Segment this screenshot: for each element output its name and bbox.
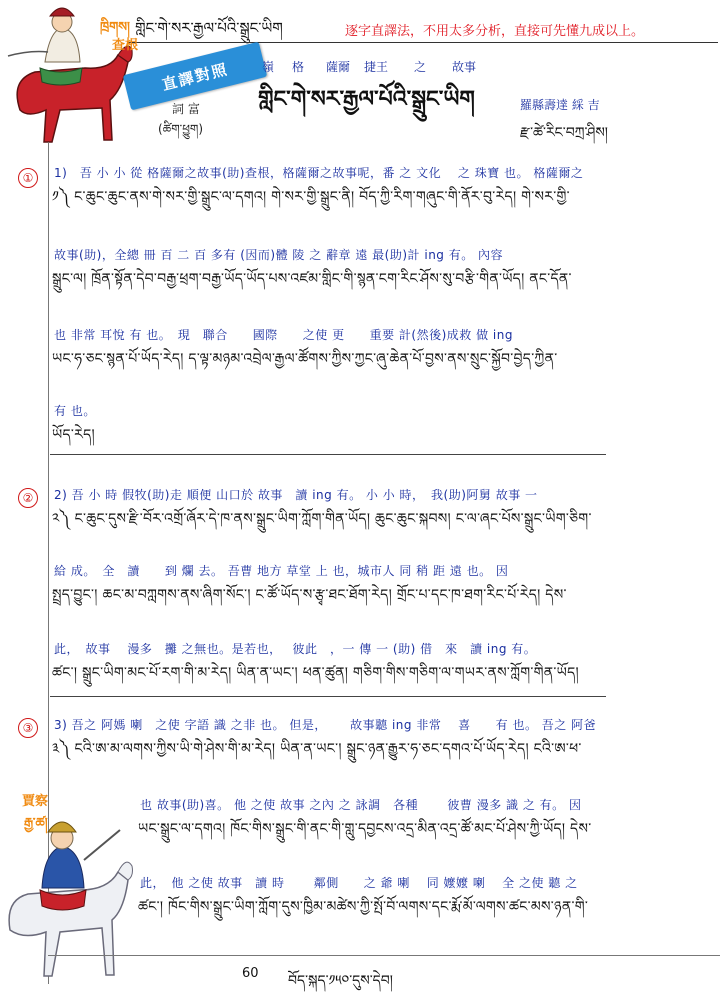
- section-3-gloss-line: 此， 他 之使 故事 讀 時 鄰側 之 爺 喇 同 嬤嬤 喇 全 之使 聽 之: [140, 876, 578, 890]
- footer-divider: [48, 955, 720, 956]
- section-2-number: ②: [18, 488, 38, 508]
- section-2-tibetan-line: ཚང་། སྒྲུང་ཡིག་མང་པོ་རག་གི་མ་རེད། ཡིན་ན་ཡང་། ཕན་ཚུན། གཅིག་གིས་གཅིག་ལ་གཡར་ནས་ཀློག་གིན་ཡོད།: [52, 665, 579, 681]
- footer-publication-name: བོད་སྐད་༡༥༠་དུས་དེབ།: [288, 973, 393, 989]
- title-gloss-1: 嶺: [262, 60, 275, 74]
- author-chinese: 羅縣壽達 綵 吉: [520, 98, 600, 112]
- section-2-gloss-line: 給 成。 全 讀 到 爛 去。 吾曹 地方 草堂 上 也，城市人 同 稍 距 遠 也。 因: [54, 564, 509, 578]
- glossary-label-tibetan: (ཚིག་ཕྱུག): [158, 122, 204, 136]
- direct-translation-banner: 直譯對照: [123, 42, 268, 111]
- glossary-label-chinese: 詞 富: [172, 102, 200, 116]
- header-note: 逐字直譯法，不用太多分析，直接可先懂九成以上。: [345, 24, 645, 39]
- section-3-tibetan-line: ༣༽ ངའི་ཨ་མ་ལགས་ཀྱིས་ཡི་གེ་ཤེས་གི་མ་རེད། ཡིན་ན་ཡང་། སྒྲུང་ཉན་རྒྱུར་ཧ་ཅང་དགའ་པོ་ཡོད་རེད། ངའི་ཨ་ཕ་: [52, 741, 582, 757]
- top-figure-label-chinese: 查根: [112, 38, 139, 53]
- header-tibetan-title: གླིང་གེ་སར་རྒྱལ་པོའི་སྒྲུང་ཡིག: [135, 19, 283, 37]
- section-1-gloss-line: 有 也。: [54, 404, 96, 418]
- section-1-gloss-line: 1) 吾 小 小 從 格薩爾之故事(助)查根，格薩爾之故事呢，番 之 文化 之 珠寶 也。 格薩爾之: [54, 166, 584, 180]
- section-3-gloss-line: 3) 吾之 阿媽 喇 之使 字語 識 之非 也。 但是， 故事聽 ing 非常 喜 有 也。 吾之 阿爸: [54, 718, 597, 732]
- section-1-gloss-line: 故事(助)，全總 冊 百 二 百 多有 (因而)體 陵 之 辭章 遠 最(助)計 ing 有。 內容: [54, 248, 504, 262]
- section-3-tibetan-line: ཡང་སྒྲུང་ལ་དགའ། ཁོང་གིས་སྒྲུང་གི་ནང་གི་གླུ་དབྱངས་འདྲ་མིན་འདྲ་ཚོ་མང་པོ་ཤེས་ཀྱི་ཡོད། དེས་: [138, 821, 592, 837]
- author-tibetan: རྫ་ཚེ་རིང་བཀྲ་ཤིས།: [520, 125, 608, 141]
- section-3-gloss-line: 也 故事(助)喜。 他 之使 故事 之內 之 詠調 各種 彼曹 漫多 識 之 有。 因: [140, 798, 582, 812]
- section-1-tibetan-line: སྒྲུང་ལ། ཁྲོན་སྟོན་དེབ་བརྒྱ་ཕྲག་བརྒྱ་ཡོད་ཡོད་པས་འཛམ་གླིང་གི་སྙན་ངག་རིང་ཤོས་སུ་བརྩི་གིན་ཡོད། ནང་དོན་: [52, 271, 572, 287]
- bottom-rider-illustration: [0, 790, 135, 980]
- title-gloss-5: 之: [414, 60, 427, 74]
- section-2-gloss-line: 此， 故事 漫多 攤 之無也。是若也， 彼此 ，一 傳 一 (助) 借 來 讀 ing 有。: [54, 642, 537, 656]
- section-separator: [50, 454, 606, 455]
- section-1-tibetan-line: ཡང་ཧ་ཅང་སྙན་པོ་ཡོད་རེད། ད་ལྟ་མཉམ་འབྲེལ་རྒྱལ་ཚོགས་ཀྱིས་ཀྱང་ཞུ་ཆེན་པོ་བྱས་ནས་སྲུང་སྐྱོབ་བྱེད་ཀྱིན་: [52, 351, 558, 367]
- bottom-figure-label-chinese: 賈察: [22, 794, 49, 809]
- header-divider: [128, 42, 718, 43]
- section-1-tibetan-line: ཡོད་རེད།: [52, 427, 95, 443]
- section-3-tibetan-line: ཚང་། ཁོང་གིས་སྒྲུང་ཡིག་ཀློག་དུས་ཁྱིམ་མཚེས་ཀྱི་སྤོ་བོ་ལགས་དང་རྨོ་མོ་ལགས་ཚང་མས་ཉན་གི་: [138, 899, 589, 915]
- title-gloss-6: 故事: [452, 60, 477, 74]
- top-figure-label-tibetan: ཁྲིགས།: [100, 20, 130, 35]
- title-gloss-4: 捷王: [364, 60, 389, 74]
- title-gloss-2: 格: [292, 60, 305, 74]
- section-2-tibetan-line: སྤྲད་བྱུང་། ཆང་མ་བཀླགས་ནས་ཞིག་སོང་། ང་ཚོ་ཡོད་ས་རྩྭ་ཐང་ཐོག་རེད། གྲོང་པ་དང་ཁ་ཐག་རིང་པོ་རེད། དེས་: [52, 587, 567, 603]
- section-1-gloss-line: 也 非常 耳悅 有 也。 現 聯合 國際 之使 更 重要 計(然後)成救 做 ing: [54, 328, 513, 342]
- section-3-number: ③: [18, 718, 38, 738]
- section-2-tibetan-line: ༢༽ ང་ཆུང་དུས་རྫི་བོར་འགྲོ་ཞོར་དེ་ཁ་ནས་སྒྲུང་ཡིག་ཀློག་གིན་ཡོད། ཆུང་ཆུང་སྐབས། ང་ལ་ཞང་པོས་སྒྲུང་ཡིག་ཅིག་: [52, 511, 592, 527]
- page-number: 60: [242, 966, 259, 981]
- title-tibetan: གླིང་གེ་སར་རྒྱལ་པོའི་སྒྲུང་ཡིག: [258, 87, 475, 112]
- section-1-number: ①: [18, 168, 38, 188]
- section-1-tibetan-line: ༡༽ ང་ཆུང་ཆུང་ནས་གེ་སར་གྱི་སྒྲུང་ལ་དགའ། གེ་སར་གྱི་སྒྲུང་ནི། བོད་ཀྱི་རིག་གཞུང་གི་ནོར་བུ་རེད། གེ་སར་གྱི་: [52, 189, 570, 205]
- title-gloss-3: 薩爾: [326, 60, 351, 74]
- section-2-gloss-line: 2) 吾 小 時 假牧(助)走 順便 山口於 故事 讀 ing 有。 小 小 時， 我(助)阿舅 故事 一: [54, 488, 538, 502]
- section-separator: [50, 696, 606, 697]
- bottom-figure-label-tibetan: རྒྱ་ཚ།: [24, 816, 48, 831]
